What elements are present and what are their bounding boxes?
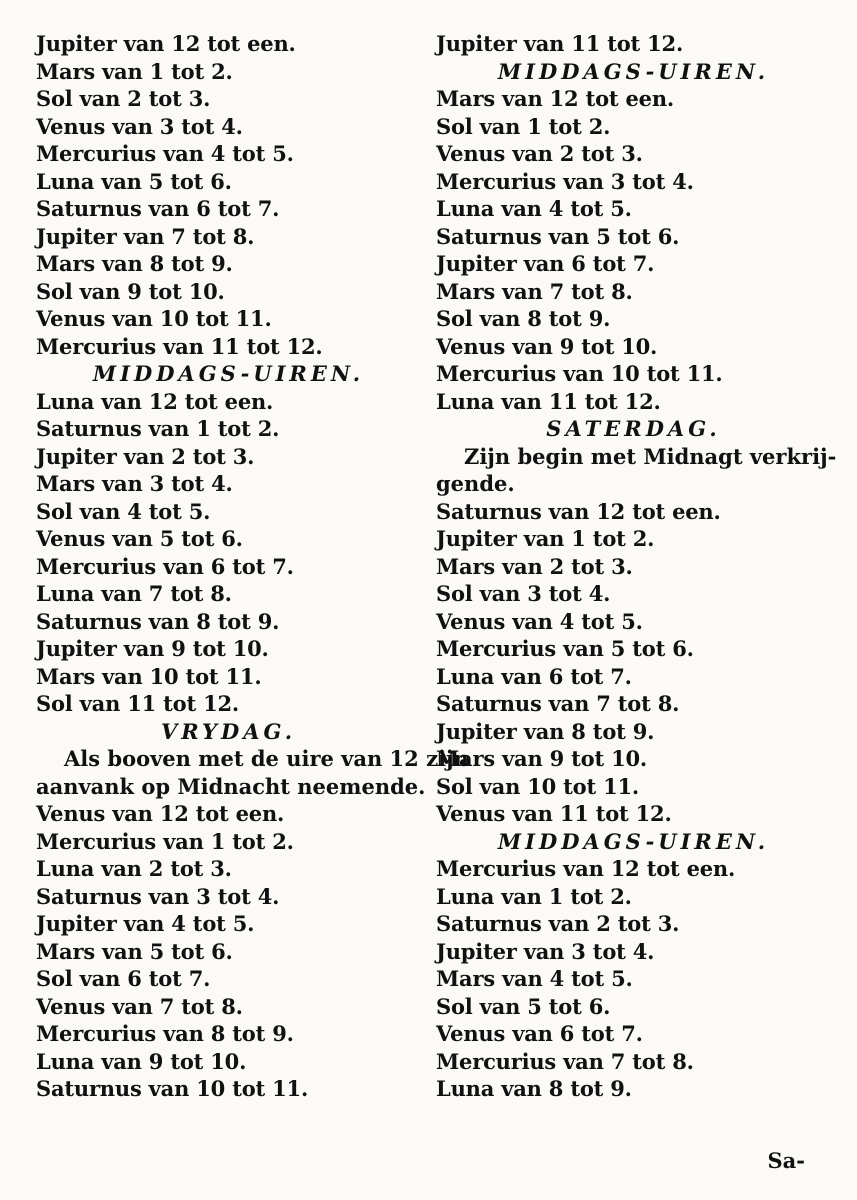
text-line: Luna van 5 tot 6. — [36, 168, 232, 194]
text-line: Mercurius van 1 tot 2. — [36, 828, 294, 854]
paragraph-line: Zijn begin met Midnagt verkrij- — [464, 443, 837, 469]
text-line: Mars van 2 tot 3. — [436, 553, 633, 579]
text-line: Mars van 4 tot 5. — [436, 966, 633, 991]
section-heading: MIDDAGS-UIREN. — [497, 58, 770, 84]
text-line: Mercurius van 6 tot 7. — [36, 553, 294, 579]
text-line: Sol van 5 tot 6. — [436, 993, 611, 1019]
text-line: Sol van 10 tot 11. — [436, 773, 640, 799]
text-line: Mars van 9 tot 10. — [436, 746, 648, 771]
text-line: Sol van 6 tot 7. — [36, 966, 211, 991]
text-line: Mars van 3 tot 4. — [36, 471, 233, 496]
left-column — [36, 30, 469, 1103]
text-line: Luna van 2 tot 3. — [36, 856, 232, 881]
text-line: Venus van 5 tot 6. — [36, 526, 243, 551]
text-line: Saturnus van 5 tot 6. — [436, 223, 680, 249]
text-line: Jupiter van 7 tot 8. — [36, 223, 255, 249]
text-line: Mars van 5 tot 6. — [36, 938, 233, 964]
section-heading: MIDDAGS-UIREN. — [92, 361, 365, 386]
text-line: Venus van 4 tot 5. — [436, 608, 643, 634]
catchword: Sa- — [767, 1148, 805, 1173]
text-line: Luna van 4 tot 5. — [436, 196, 632, 221]
text-line: Luna van 8 tot 9. — [436, 1076, 632, 1101]
text-line: Jupiter van 4 tot 5. — [36, 911, 255, 936]
text-line: Mars van 12 tot een. — [436, 86, 674, 111]
text-line: Venus van 7 tot 8. — [36, 993, 243, 1019]
text-line: Mercurius van 12 tot een. — [436, 856, 736, 881]
text-line: Luna van 1 tot 2. — [436, 883, 632, 909]
text-line: Sol van 2 tot 3. — [36, 86, 211, 111]
text-line: Venus van 12 tot een. — [36, 801, 285, 826]
text-line: Sol van 1 tot 2. — [436, 113, 611, 139]
text-line: Mars van 1 tot 2. — [36, 58, 233, 84]
text-line: Mercurius van 11 tot 12. — [36, 333, 323, 359]
text-line: Jupiter van 9 tot 10. — [36, 636, 269, 661]
text-line: Mercurius van 3 tot 4. — [436, 168, 694, 194]
text-line: Mercurius van 10 tot 11. — [436, 361, 723, 386]
text-line: Luna van 12 tot een. — [36, 388, 274, 414]
text-line: Jupiter van 11 tot 12. — [436, 31, 684, 56]
text-line: Venus van 11 tot 12. — [436, 801, 672, 826]
text-line: Saturnus van 3 tot 4. — [36, 883, 280, 909]
text-line: Jupiter van 3 tot 4. — [436, 938, 655, 964]
text-line: Mercurius van 5 tot 6. — [436, 636, 694, 661]
section-heading: MIDDAGS-UIREN. — [497, 828, 770, 854]
paragraph-line: Als booven met de uire van 12 zijn — [64, 746, 469, 771]
text-line: Venus van 3 tot 4. — [36, 113, 243, 139]
section-heading: SATERDAG. — [546, 416, 721, 441]
text-line: Luna van 6 tot 7. — [436, 663, 632, 689]
paragraph-line: aanvank op Midnacht neemende. — [36, 773, 426, 799]
text-line: Luna van 11 tot 12. — [436, 388, 661, 414]
right-column — [436, 30, 837, 1103]
text-line: Sol van 4 tot 5. — [36, 498, 211, 524]
text-line: Jupiter van 2 tot 3. — [36, 443, 255, 469]
text-line: Venus van 6 tot 7. — [436, 1021, 643, 1046]
text-line: Jupiter van 6 tot 7. — [436, 251, 655, 276]
text-line: Sol van 11 tot 12. — [36, 691, 240, 716]
text-line: Saturnus van 1 tot 2. — [36, 416, 280, 441]
text-line: Sol van 3 tot 4. — [436, 581, 611, 606]
text-line: Jupiter van 8 tot 9. — [436, 718, 655, 744]
text-line: Venus van 9 tot 10. — [436, 333, 658, 359]
text-line: Mars van 7 tot 8. — [436, 278, 633, 304]
text-line: Jupiter van 12 tot een. — [36, 31, 296, 56]
text-line: Luna van 9 tot 10. — [36, 1048, 247, 1074]
text-line: Mercurius van 4 tot 5. — [36, 141, 294, 166]
text-line: Luna van 7 tot 8. — [36, 581, 232, 606]
text-line: Mercurius van 7 tot 8. — [436, 1048, 694, 1074]
paragraph-line: gende. — [436, 471, 515, 496]
text-line: Jupiter van 1 tot 2. — [436, 526, 655, 551]
text-line: Saturnus van 12 tot een. — [436, 498, 721, 524]
text-line: Saturnus van 6 tot 7. — [36, 196, 280, 221]
text-line: Venus van 2 tot 3. — [436, 141, 643, 166]
text-line: Saturnus van 8 tot 9. — [36, 608, 280, 634]
text-line: Saturnus van 10 tot 11. — [36, 1076, 309, 1101]
text-line: Sol van 8 tot 9. — [436, 306, 611, 331]
text-line: Saturnus van 7 tot 8. — [436, 691, 680, 716]
section-heading: VRYDAG. — [160, 718, 297, 744]
text-line: Mercurius van 8 tot 9. — [36, 1021, 294, 1046]
text-line: Saturnus van 2 tot 3. — [436, 911, 680, 936]
text-line: Venus van 10 tot 11. — [36, 306, 272, 331]
text-line: Sol van 9 tot 10. — [36, 278, 225, 304]
text-line: Mars van 8 tot 9. — [36, 251, 233, 276]
text-line: Mars van 10 tot 11. — [36, 663, 262, 689]
